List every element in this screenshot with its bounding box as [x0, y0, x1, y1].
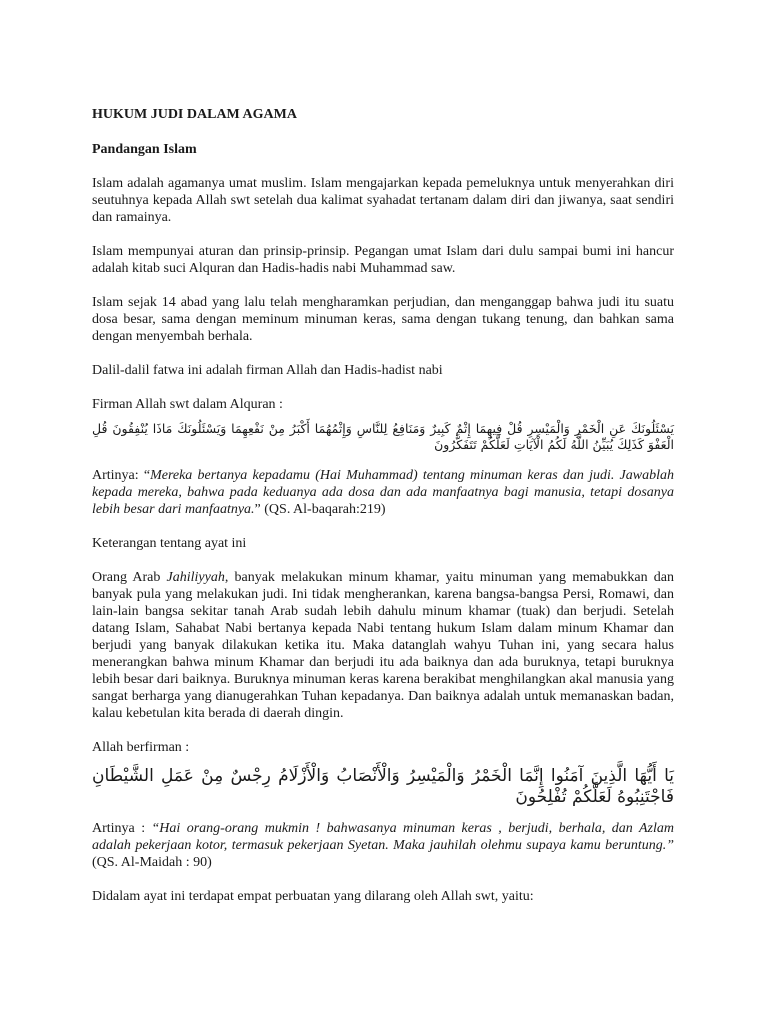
keterangan-heading: Keterangan tentang ayat ini — [92, 536, 247, 551]
translation-text: Mereka bertanya kepadamu (Hai Muhammad) tentang minuman keras dan judi. Jawablah kepada mereka, bahwa pada keduanya ada dosa dan ada manfaatnya bagi manusia, tetapi dosanya lebih besar dari manfaatnya. — [92, 468, 674, 517]
citation: ” (QS. Al-baqarah:219) — [254, 502, 386, 517]
keterangan-term: Jahiliyyah — [166, 570, 225, 585]
keterangan-lead: Orang Arab — [92, 570, 167, 585]
paragraph-dalil: Dalil-dalil fatwa ini adalah firman Allah dan Hadis-hadist nabi — [92, 363, 443, 378]
arabic-verse-maidah: يَا أَيُّهَا الَّذِينَ آمَنُوا إِنَّمَا الْخَمْرُ وَالْمَيْسِرُ وَالْأَنْصَابُ وَالْأَزْلَامُ رِجْسٌ مِنْ عَمَلِ الشَّيْطَانِ فَاجْتَنِبُوهُ لَعَلَّكُمْ تُفْلِحُونَ — [92, 766, 674, 807]
allah-berfirman: Allah berfirman : — [92, 740, 190, 755]
translation-baqarah — [92, 467, 674, 518]
keterangan-body: , banyak melakukan minum khamar, yaitu minuman yang memabukkan dan banyak pula yang melakukan judi. Ini tidak mengherankan, karena bangsa-bangsa Persi, Romawi, dan lain-lain bangsa sekitar tanah Arab sudah lebih dahulu minum khamar (tuak) dan berjudi. Setelah datang Islam, Sahabat Nabi bertanya kepada Nabi tentang hukum Islam dalam minum Khamar dan berjudi yang banyak dilakukan ketika itu. Maka datanglah wahyu Tuhan ini, yang secara halus menerangkan bahwa minum Khamar dan berjudi itu ada baiknya dan ada buruknya, tetapi buruknya lebih besar dari baiknya. Buruknya minuman keras karena berakibat menghilangkan akal manusia yang sangat berharga yang dianugerahkan Tuhan kepadanya. Dan baiknya adalah untuk memanaskan badan, kalau kebetulan kita berada di daerah dingin. — [92, 570, 674, 721]
translation-maidah — [92, 820, 674, 871]
paragraph-firman: Firman Allah swt dalam Alquran : — [92, 397, 283, 412]
paragraph-intro: Islam adalah agamanya umat muslim. Islam mengajarkan kepada pemeluknya untuk menyerahkan diri seutuhnya kepada Allah swt setelah dua kalimat syahadat tertanam dalam diri dan jiwanya, saat sendiri dan ramainya. — [92, 176, 674, 225]
paragraph-keterangan — [92, 569, 674, 722]
document-page — [92, 106, 674, 905]
artinya-label: Artinya: “ — [92, 468, 151, 483]
section-heading: Pandangan Islam — [92, 142, 197, 157]
translation-text: “Hai orang-orang mukmin ! bahwasanya minuman keras , berjudi, berhala, dan Azlam adalah pekerjaan kotor, termasuk pekerjaan Syetan. Maka jauhilah olehmu supaya kamu beruntung.” — [92, 821, 674, 853]
paragraph-rules: Islam mempunyai aturan dan prinsip-prinsip. Pegangan umat Islam dari dulu sampai bumi ini hancur adalah kitab suci Alquran dan Hadis-hadis nabi Muhammad saw. — [92, 244, 674, 276]
paragraph-closing: Didalam ayat ini terdapat empat perbuatan yang dilarang oleh Allah swt, yaitu: — [92, 889, 534, 904]
paragraph-prohibition: Islam sejak 14 abad yang lalu telah mengharamkan perjudian, dan menganggap bahwa judi itu suatu dosa besar, sama dengan meminum minuman keras, sama dengan tukang tenung, dan bahkan sama dengan menyembah berhala. — [92, 295, 674, 344]
document-title: HUKUM JUDI DALAM AGAMA — [92, 107, 297, 122]
artinya-label: Artinya : — [92, 821, 152, 836]
arabic-verse-baqarah: يَسْئَلُونَكَ عَنِ الْخَمْرِ وَالْمَيْسِرِ قُلْ فِيهِمَا إِثْمٌ كَبِيرٌ وَمَنَافِعُ لِلنَّاسِ وَإِثْمُهُمَا أَكْبَرُ مِنْ نَفْعِهِمَا وَيَسْئَلُونَكَ مَاذَا يُنْفِقُونَ قُلِ الْعَفْوَ كَذَلِكَ يُبَيِّنُ اللَّهُ لَكُمُ الْآيَاتِ لَعَلَّكُمْ تَتَفَكَّرُونَ — [92, 421, 674, 452]
citation: (QS. Al-Maidah : 90) — [92, 855, 212, 870]
